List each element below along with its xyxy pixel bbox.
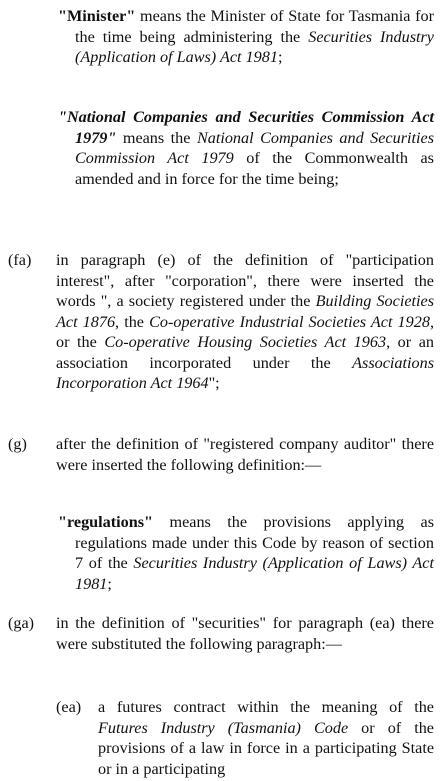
definition-ncsc-act: "National Companies and Securities Commission Act 1979" means the National Companies and Securities Commission Act 1979 of the Commonwealth as amended and in force for the time being; (58, 108, 434, 188)
act-citation: Building Societies Act 1876 (56, 292, 434, 331)
paragraph-fa: in paragraph (e) of the definition of "participation interest", after "corporation", there were inserted the words ", a society registered under the Building Societies Act 1876, the Co-operative Industrial Societies Act 1928, or the Co-operative Housing Societies Act 1963, or an association incorporated under the Associations Incorporation Act 1964"; (56, 251, 434, 392)
paragraph-label-ga: (ga) (8, 614, 35, 632)
defined-term: "regulations" (58, 513, 154, 531)
act-citation: Co-operative Housing Societies Act 1963 (104, 333, 387, 351)
act-citation: Futures Industry (Tasmania) Code (98, 718, 349, 737)
subparagraph-label-ea: (ea) (56, 698, 82, 716)
act-citation: Co-operative Industrial Societies Act 1928 (149, 312, 430, 331)
subparagraph-ea: a futures contract within the meaning of the Futures Industry (Tasmania) Code or of the provisions of a law in force in a participating State or in a participating (98, 698, 434, 778)
definition-text: means the (116, 128, 197, 147)
definition-minister: "Minister" means the Minister of State for Tasmania for the time being administering the Securities Industry (Application of Laws) Act 1981; (58, 7, 434, 66)
act-citation: National Companies and Securities Commission Act 1979 (75, 128, 434, 167)
paragraph-label-fa: (fa) (8, 251, 32, 269)
definition-text: means the Minister of State for Tasmania for the time being administering the (75, 7, 434, 46)
defined-term: "Minister" (58, 7, 136, 25)
paragraph-ga: in the definition of "securities" for paragraph (ea) there were substituted the following paragraph:— (56, 614, 434, 653)
defined-term: "National Companies and Securities Commission Act 1979" (58, 108, 434, 147)
definition-regulations: "regulations" means the provisions applying as regulations made under this Code by reason of section 7 of the Securities Industry (Application of Laws) Act 1981; (58, 513, 434, 593)
paragraph-label-g: (g) (8, 435, 27, 453)
paragraph-g: after the definition of "registered company auditor" there were inserted the following definition:— (56, 435, 434, 474)
definition-text: means the provisions applying as regulations made under this Code by reason of section 7 of the (75, 513, 434, 572)
act-citation: Securities Industry (Application of Laws) Act 1981 (75, 554, 434, 593)
act-citation: Securities Industry (Application of Laws) Act 1981 (75, 27, 434, 66)
act-citation: Associations Incorporation Act 1964 (56, 353, 434, 392)
